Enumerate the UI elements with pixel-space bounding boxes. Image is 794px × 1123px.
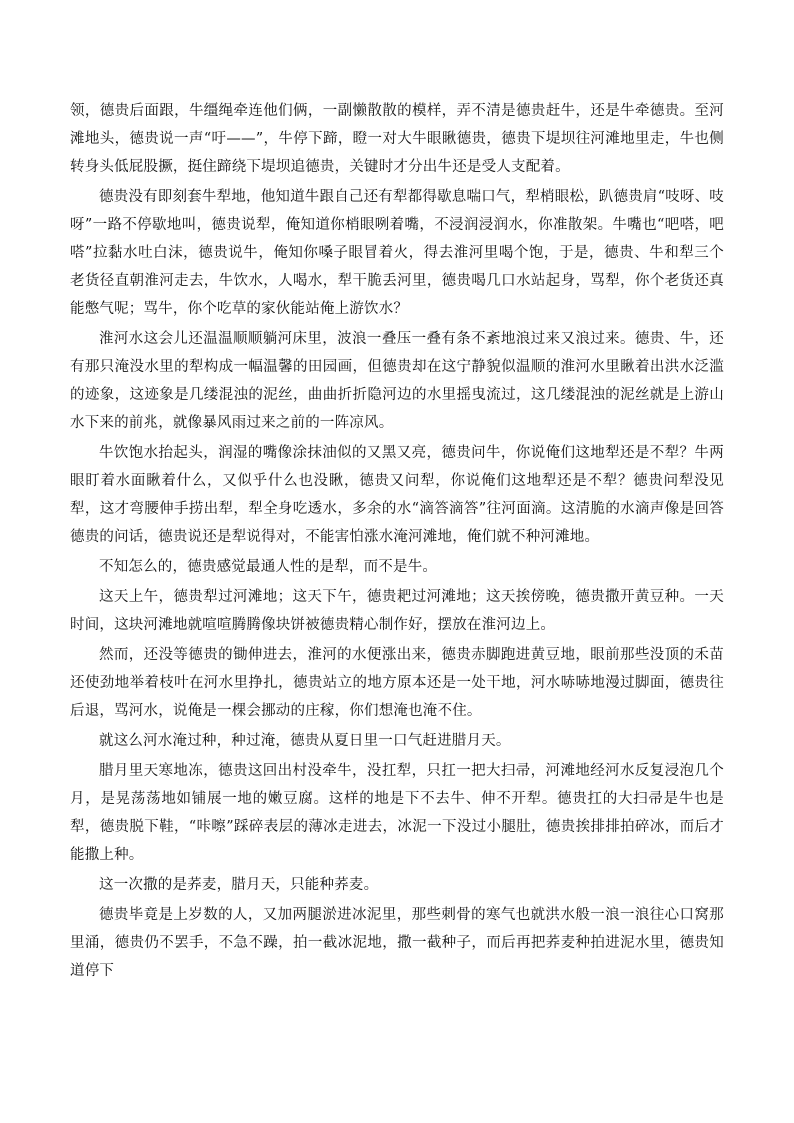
paragraph: 就这么河水淹过种，种过淹，德贵从夏日里一口气赶进腊月天。 <box>99 733 511 749</box>
paragraph: 不知怎么的，德贵感觉最通人性的是犁，而不是牛。 <box>99 559 438 575</box>
paragraph: 淮河水这会儿还温温顺顺躺河床里，波浪一叠压一叠有条不紊地浪过来又浪过来。德贵、牛，还有那只淹没水里的犁构成一幅温馨的田园画，但德贵却在这宁静貌似温顺的淮河水里瞅着出洪水泛滥的迹象，这迹象是几缕混浊的泥丝，曲曲折折隐河边的水里摇曳流过，这几缕混浊的泥丝就是上游山水下来的前兆，就像暴风雨过来之前的一阵凉风。 <box>70 331 724 431</box>
paragraph: 然而，还没等德贵的锄伸进去，淮河的水便涨出来，德贵赤脚跑进黄豆地，眼前那些没顶的禾苗还使劲地举着枝叶在河水里挣扎，德贵站立的地方原本还是一处干地，河水哧哧地漫过脚面，德贵往后退，骂河水，说俺是一棵会挪动的庄稼，你们想淹也淹不住。 <box>70 647 724 719</box>
paragraph: 这天上午，德贵犁过河滩地；这天下午，德贵耙过河滩地；这天挨傍晚，德贵撒开黄豆种。一天时间，这块河滩地就喧喧腾腾像块饼被德贵精心制作好，摆放在淮河边上。 <box>70 589 724 633</box>
paragraph: 牛饮饱水抬起头，润湿的嘴像涂抹油似的又黑又亮，德贵问牛，你说俺们这地犁还是不犁？牛两眼盯着水面瞅着什么，又似乎什么也没瞅，德贵又问犁，你说俺们这地犁还是不犁？德贵问犁没见犁，这才弯腰伸手捞出犁，犁全身吃透水，多余的水“滴答滴答”往河面滴。这清脆的水滴声像是回答德贵的问话，德贵说还是犁说得对，不能害怕涨水淹河滩地，俺们就不种河滩地。 <box>70 445 724 545</box>
paragraph: 这一次撒的是荞麦，腊月天，只能种荞麦。 <box>99 877 379 893</box>
paragraph: 腊月里天寒地冻，德贵这回出村没牵牛，没扛犁，只扛一把大扫帚，河滩地经河水反复浸泡几个月，是晃荡荡地如铺展一地的嫩豆腐。这样的地是下不去牛、伸不开犁。德贵扛的大扫帚是牛也是犁，德贵脱下鞋，“咔嚓”踩碎表层的薄冰走进去，冰泥一下没过小腿肚，德贵挨排排拍碎冰，而后才能撒上种。 <box>70 763 724 863</box>
paragraph: 德贵毕竟是上岁数的人，又加两腿淤进冰泥里，那些刺骨的寒气也就洪水般一浪一浪往心口窝那里涌，德贵仍不罢手，不急不躁，拍一截冰泥地，撒一截种子，而后再把荞麦种拍进泥水里，德贵知道停下 <box>70 907 724 979</box>
paragraph-continuation: 领，德贵后面跟，牛缰绳牵连他们俩，一副懒散散的模样，弄不清是德贵赶牛，还是牛牵德贵。至河滩地头，德贵说一声“吁——”，牛停下蹄，瞪一对大牛眼瞅德贵，德贵下堤坝往河滩地里走，牛也侧转身头低屁股撅，挺住蹄绕下堤坝追德贵，关键时才分出牛还是受人支配着。 <box>70 103 724 175</box>
document-page <box>70 97 724 987</box>
paragraph: 德贵没有即刻套牛犁地，他知道牛跟自己还有犁都得歇息喘口气，犁梢眼松，趴德贵肩“吱呀、吱呀”一路不停歇地叫，德贵说犁，俺知道你梢眼咧着嘴，不浸润浸润水，你准散架。牛嘴也“吧嗒，吧嗒”拉黏水吐白沫，德贵说牛，俺知你嗓子眼冒着火，得去淮河里喝个饱，于是，德贵、牛和犁三个老货径直朝淮河走去，牛饮水，人喝水，犁干脆丢河里，德贵喝几口水站起身，骂犁，你个老货还真能憋气呢；骂牛，你个吃草的家伙能站俺上游饮水？ <box>70 189 725 317</box>
